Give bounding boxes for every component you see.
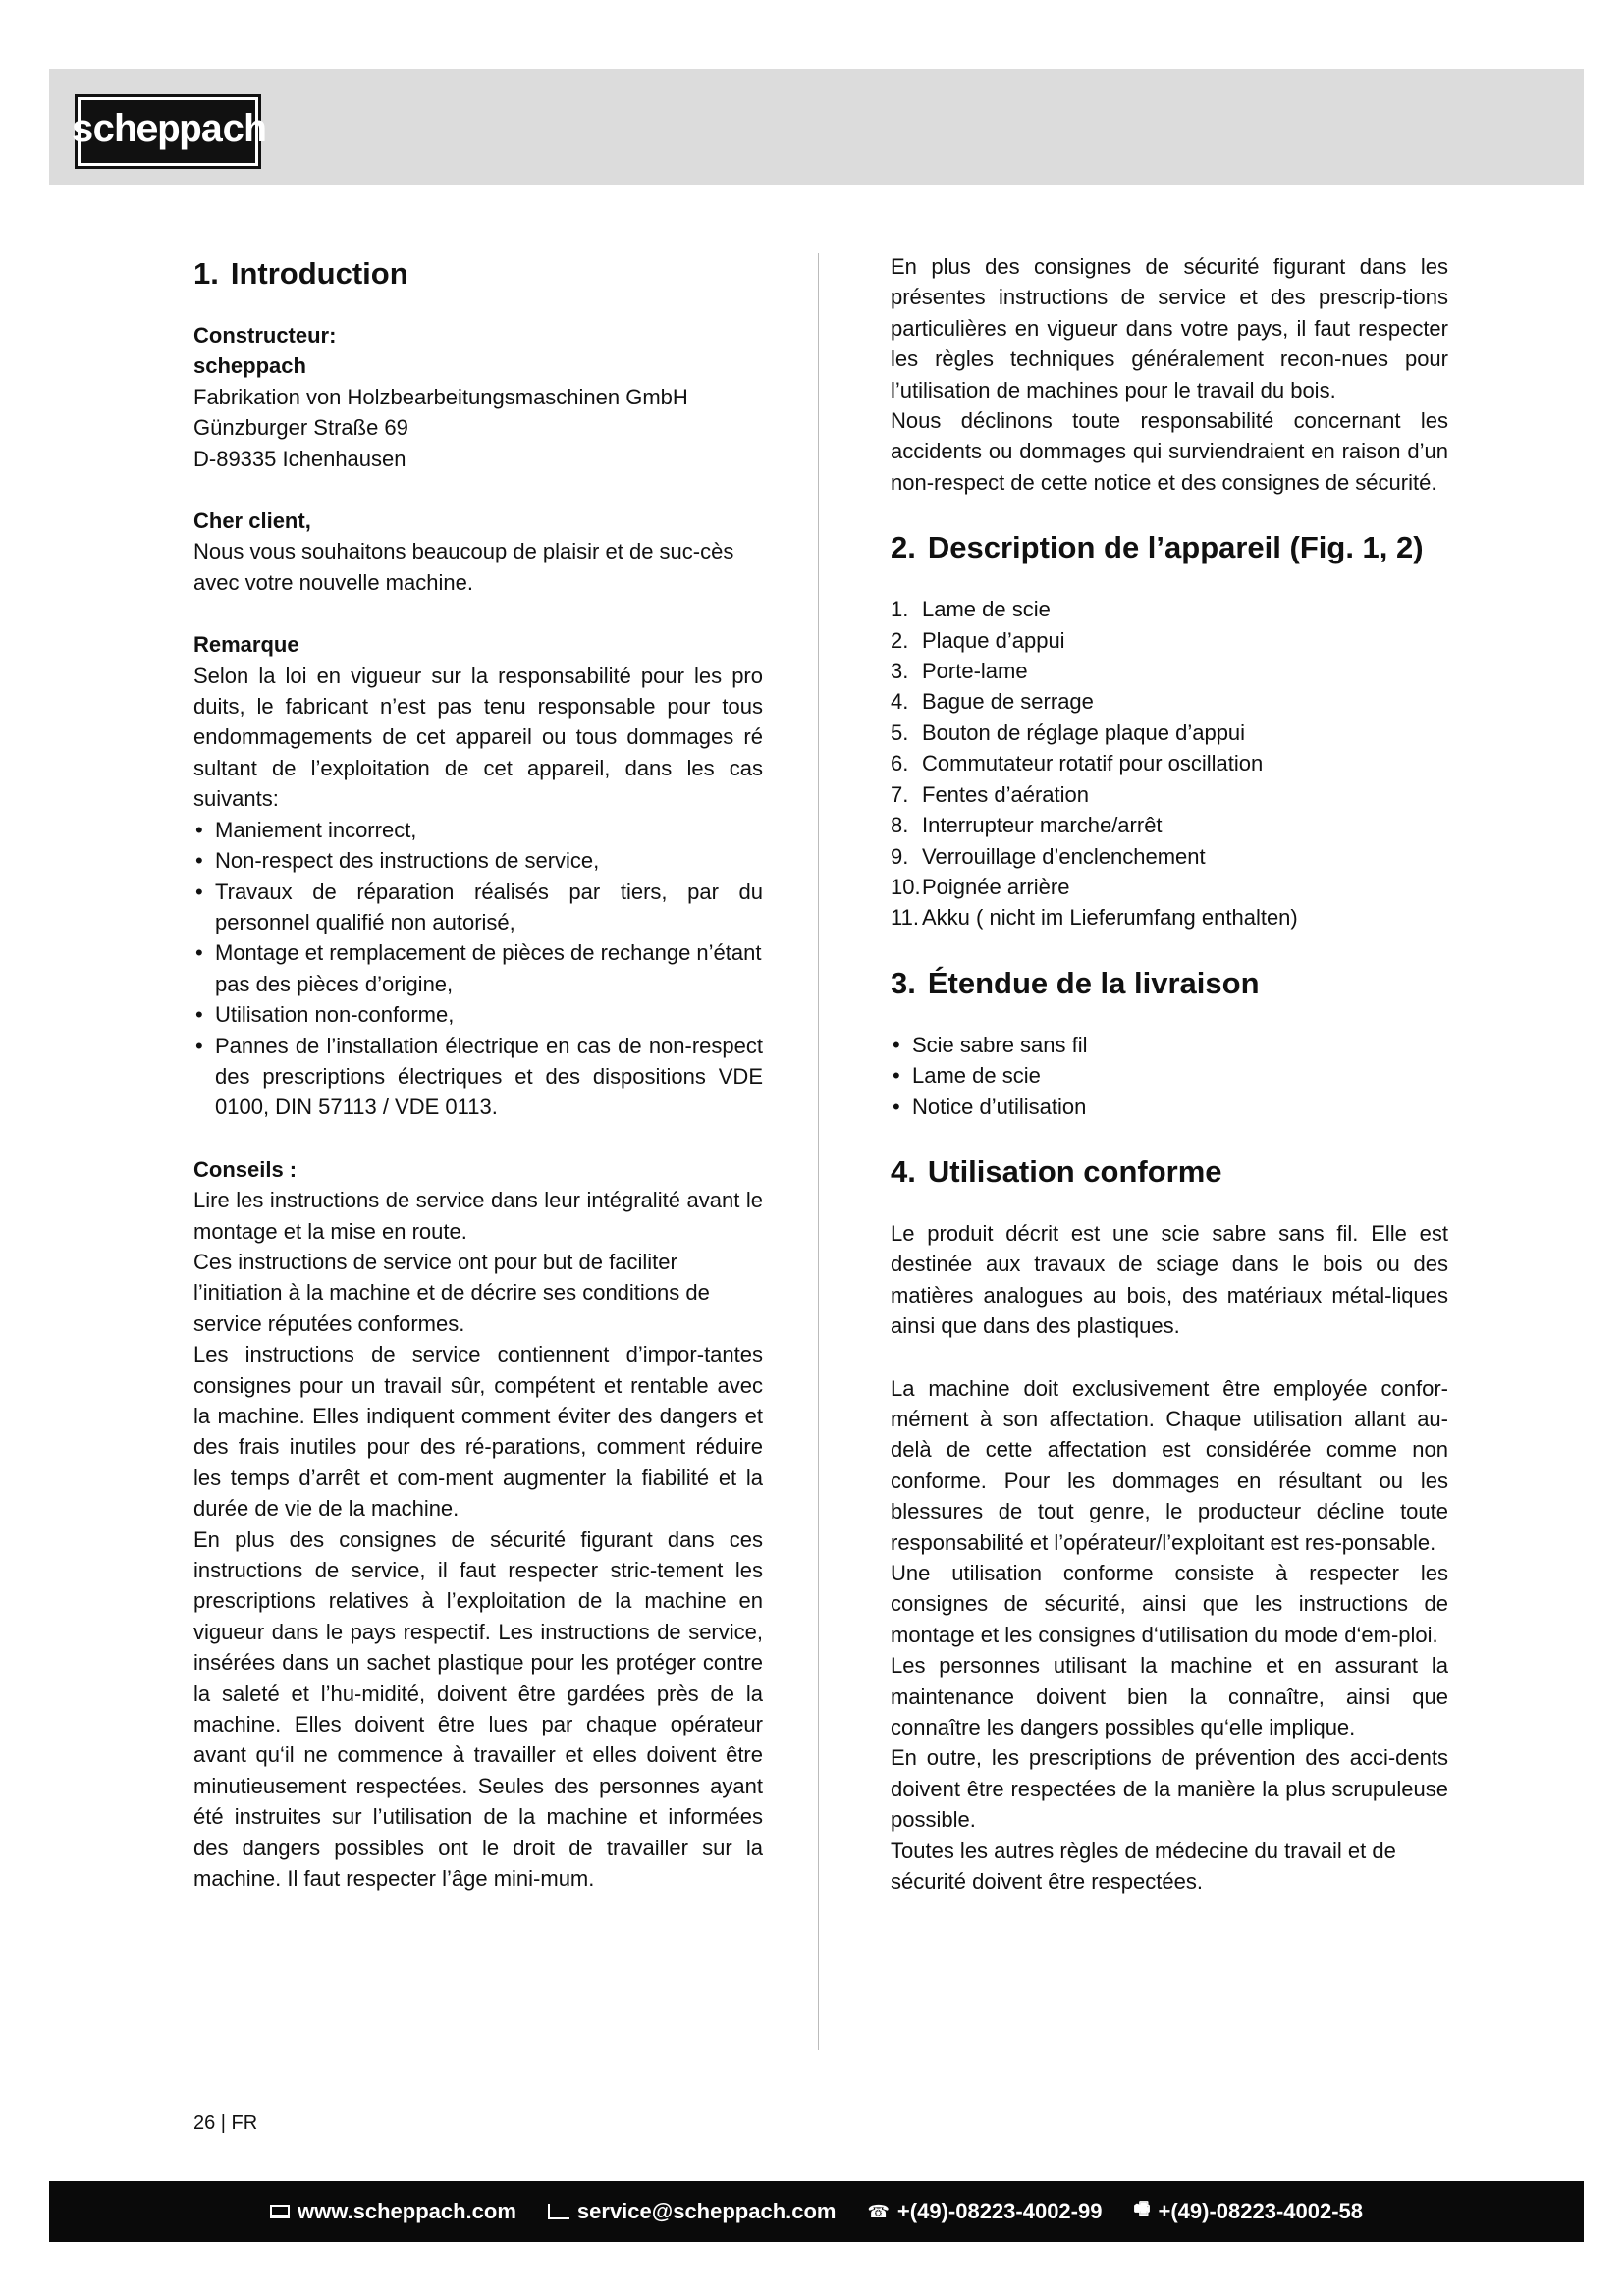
utilisation-paragraph: Toutes les autres règles de médecine du travail et de sécurité doivent être respectées. [891, 1838, 1396, 1895]
page-header [49, 69, 1584, 185]
utilisation-paragraph: Une utilisation conforme consiste à respecter les consignes de sécurité, ainsi que les instructions de montage et les consignes d‘utilisation du mode d‘em-ploi. [891, 1561, 1448, 1647]
list-item: • Maniement incorrect, [193, 815, 763, 845]
list-item: 3. Porte-lame [891, 659, 1028, 684]
scheppach-logo: scheppach [75, 94, 261, 169]
page-footer [49, 2181, 1584, 2242]
fax-number: 🖷 +(49)-08223-4002-58 [1133, 2197, 1363, 2226]
list-item: 8. Interrupteur marche/arrêt [891, 813, 1163, 838]
delivery-list [891, 1030, 1448, 1122]
list-item: • Travaux de réparation réalisés par tiers, par du personnel qualifié non autorisé, [193, 877, 763, 938]
monitor-icon [270, 2205, 290, 2218]
list-item: • Montage et remplacement de pièces de rechange n’étant pas des pièces d’origine, [193, 937, 763, 999]
mail-icon [548, 2204, 569, 2219]
right-column [891, 251, 1448, 1896]
list-item: 5. Bouton de réglage plaque d’appui [891, 720, 1246, 745]
section-introduction-heading: 1. Introduction [193, 256, 408, 291]
fax-icon: 🖷 [1133, 2199, 1151, 2218]
remarque-heading: Remarque [193, 632, 299, 658]
address-line: Fabrikation von Holzbearbeitungsmaschinen GmbH [193, 384, 688, 409]
section-livraison-heading: 3. Étendue de la livraison [891, 965, 1260, 1000]
phone-icon: ☎ [867, 2201, 890, 2221]
column-divider [818, 253, 819, 2050]
list-item: • Non-respect des instructions de service, [193, 845, 763, 876]
page-number: 26 | FR [193, 2112, 258, 2134]
remarque-text: Selon la loi en vigueur sur la responsabilité pour les pro duits, le fabricant n’est pas tenu responsable pour tous endommagements de cet appareil ou tous dommages ré sultant de l’exploitation de cet appareil, dans les cas suivants: [193, 663, 763, 812]
utilisation-paragraph: En outre, les prescriptions de prévention des acci-dents doivent être respectées de la manière la plus scrupuleuse possible. [891, 1745, 1448, 1833]
conseils-paragraph: Les instructions de service contiennent d’impor-tantes consignes pour un travail sûr, compétent et rentable avec la machine. Elles indiquent comment éviter des dangers et des frais inutiles pour des ré-parations, comment réduire les temps d’arrêt et com-ment augmenter la fiabilité et la durée de vie de la machine. [193, 1342, 763, 1522]
utilisation-paragraph: La machine doit exclusivement être employée confor-mément à son affectation. Chaque utilisation allant au-delà de cette affectation est considérée comme non conforme. Pour les dommages en résultant ou les blessures de tout genre, le producteur décline toute responsabilité et l’opérateur/l’exploitant est res-ponsable. [891, 1375, 1448, 1555]
list-item: 2. Plaque d’appui [891, 627, 1065, 653]
section-description-heading: 2. Description de l’appareil (Fig. 1, 2) [891, 530, 1424, 565]
left-column [193, 251, 763, 1895]
list-item: 4. Bague de serrage [891, 689, 1094, 715]
constructeur-label: Constructeur: [193, 323, 337, 347]
client-text: Nous vous souhaitons beaucoup de plaisir et de suc-cès avec votre nouvelle machine. [193, 539, 734, 595]
utilisation-intro: Le produit décrit est une scie sabre sans fil. Elle est destinée aux travaux de sciage dans le bois ou des matières analogues au bois, des matériaux métal-liques ainsi que dans des plastiques. [891, 1220, 1448, 1339]
email-link[interactable]: service@scheppach.com [548, 2199, 837, 2224]
parts-list [891, 594, 1448, 933]
list-item: 11. Akku ( nicht im Lieferumfang enthalten) [891, 905, 1298, 931]
list-item: • Utilisation non-conforme, [193, 999, 763, 1030]
conseils-paragraph: Lire les instructions de service dans leur intégralité avant le montage et la mise en route. [193, 1188, 763, 1244]
conseils-paragraph: Ces instructions de service ont pour but de faciliter l’initiation à la machine et de décrire ses conditions de service réputées conformes. [193, 1249, 710, 1336]
list-item: • Notice d’utilisation [891, 1092, 1448, 1122]
list-item: 1. Lame de scie [891, 597, 1051, 622]
liability-paragraph: Nous déclinons toute responsabilité concernant les accidents ou dommages qui surviendraient en raison d’un non-respect de cette notice et des consignes de sécurité. [891, 408, 1448, 495]
phone-number: ☎ +(49)-08223-4002-99 [867, 2199, 1103, 2223]
utilisation-paragraph: Les personnes utilisant la machine et en assurant la maintenance doivent bien la connaître, ainsi que connaître les dangers possibles qu‘elle implique. [891, 1653, 1448, 1740]
list-item: • Lame de scie [891, 1060, 1448, 1091]
client-heading: Cher client, [193, 508, 311, 534]
safety-paragraph: En plus des consignes de sécurité figurant dans les présentes instructions de service et des prescrip-tions particulières en vigueur dans votre pays, il faut respecter les règles techniques généralement recon-nues pour l’utilisation de machines pour le travail du bois. [891, 254, 1448, 402]
list-item: 7. Fentes d’aération [891, 781, 1089, 807]
list-item: • Scie sabre sans fil [891, 1030, 1448, 1060]
list-item: 9. Verrouillage d’enclenchement [891, 843, 1206, 869]
remarque-list [193, 815, 763, 1123]
list-item: 10. Poignée arrière [891, 874, 1070, 899]
section-utilisation-heading: 4. Utilisation conforme [891, 1153, 1222, 1189]
list-item: 6. Commutateur rotatif pour oscillation [891, 751, 1264, 776]
company-name: scheppach [193, 353, 306, 379]
list-item: • Pannes de l’installation électrique en cas de non-respect des prescriptions électriques et des dispositions VDE 0100, DIN 57113 / VDE 0113. [193, 1031, 763, 1123]
address-line: Günzburger Straße 69 [193, 415, 408, 441]
conseils-heading: Conseils : [193, 1156, 298, 1182]
website-link[interactable]: www.scheppach.com [270, 2199, 516, 2224]
conseils-paragraph: En plus des consignes de sécurité figurant dans ces instructions de service, il faut respecter stric-tement les prescriptions relatives à l’exploitation de la machine en vigueur dans le pays respectif. Les instructions de service, insérées dans un sachet plastique pour les protéger contre la saleté et l’hu-midité, doivent être gardées près de la machine. Elles doivent être lues par chaque opérateur avant qu‘il ne commence à travailler et elles doivent être minutieusement respectées. Seules des personnes ayant été instruites sur l’utilisation de la machine et informées des dangers possibles ont le droit de travailler sur la machine. Il faut respecter l’âge mini-mum. [193, 1526, 763, 1892]
address-line: D-89335 Ichenhausen [193, 446, 406, 471]
